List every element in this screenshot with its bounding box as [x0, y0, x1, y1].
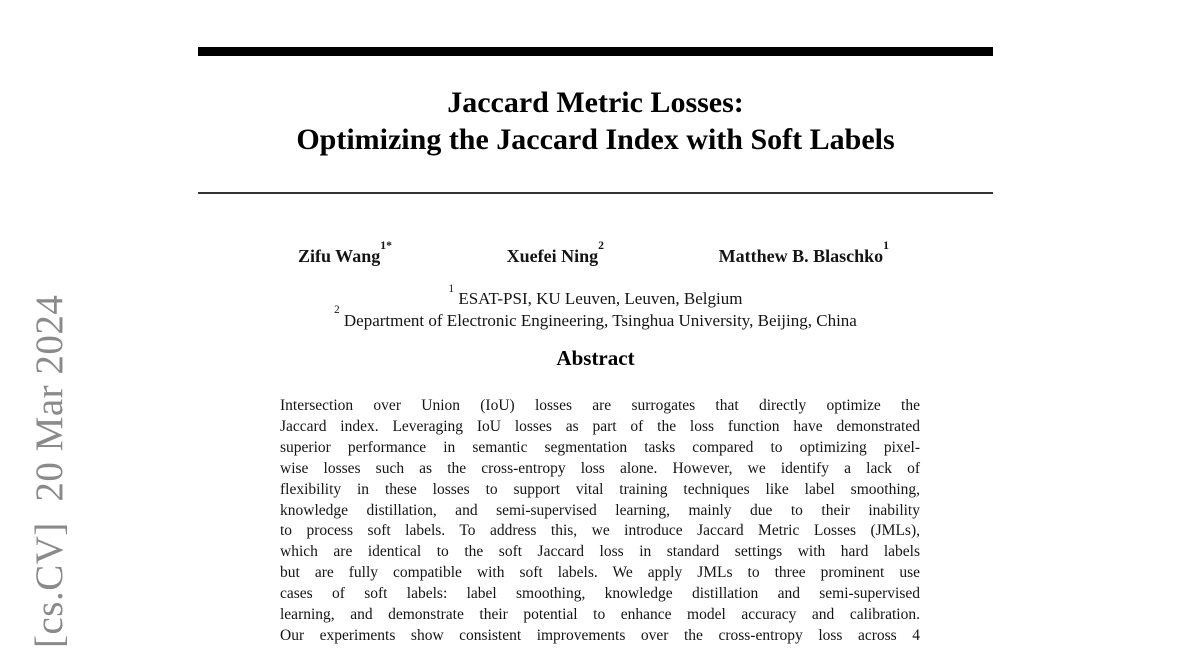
- abstract-line: but are fully compatible with soft labels. We apply JMLs to three prominent use: [280, 564, 920, 582]
- arxiv-sidebar-stamp: [cs.CV] 20 Mar 2024: [28, 294, 71, 648]
- affiliations-block: [198, 282, 993, 331]
- author-1-affiliation-marker: 1*: [380, 239, 392, 253]
- author-1: [298, 239, 392, 269]
- abstract-line: to process soft labels. To address this, we introduce Jaccard Metric Losses (JMLs),: [280, 522, 920, 540]
- abstract-line: learning, and demonstrate their potential to enhance model accuracy and calibration.: [280, 606, 920, 624]
- author-2-affiliation-marker: 2: [598, 239, 604, 253]
- paper-title: [198, 84, 993, 158]
- abstract-line: Jaccard index. Leveraging IoU losses as part of the loss function have demonstrated: [280, 417, 920, 435]
- title-separator-rule: [198, 192, 993, 194]
- affiliation-1-text: ESAT-PSI, KU Leuven, Leuven, Belgium: [458, 289, 743, 308]
- affiliation-2-text: Department of Electronic Engineering, Tsinghua University, Beijing, China: [343, 310, 857, 330]
- abstract-body: [280, 396, 920, 647]
- abstract-line: which are identical to the soft Jaccard loss in standard settings with hard labels: [280, 543, 920, 561]
- author-3-name: Matthew B. Blaschko: [718, 246, 884, 266]
- abstract-line: flexibility in these losses to support vital training techniques like label smoothing,: [280, 480, 920, 498]
- top-thick-rule: [198, 47, 993, 56]
- author-2-name: Xuefei Ning: [506, 246, 599, 266]
- abstract-line: Intersection over Union (IoU) losses are surrogates that directly optimize the: [280, 397, 920, 414]
- affiliation-2-marker: 2: [334, 304, 340, 317]
- affiliation-1-marker: 1: [448, 282, 455, 295]
- author-row: [298, 239, 889, 269]
- author-3-affiliation-marker: 1: [883, 239, 889, 253]
- author-3: [718, 239, 889, 269]
- abstract-heading: Abstract: [556, 346, 635, 370]
- affiliation-2: [198, 304, 993, 332]
- paper-page: [198, 0, 993, 648]
- abstract-line: cases of soft labels: label smoothing, knowledge distillation and semi-supervised: [280, 585, 920, 603]
- abstract-line: Our experiments show consistent improvements over the cross-entropy loss across 4: [280, 626, 920, 644]
- author-1-name: Zifu Wang: [298, 246, 381, 266]
- abstract-line: superior performance in semantic segmentation tasks compared to optimizing pixel-: [280, 438, 920, 456]
- affiliation-1: [198, 282, 993, 310]
- abstract-line: knowledge distillation, and semi-supervised learning, mainly due to their inability: [280, 501, 920, 519]
- abstract-line: wise losses such as the cross-entropy loss alone. However, we identify a lack of: [280, 459, 920, 477]
- paper-title-line2: Optimizing the Jaccard Index with Soft Labels: [296, 123, 895, 156]
- paper-title-line1: Jaccard Metric Losses:: [447, 86, 744, 119]
- author-2: [506, 239, 604, 269]
